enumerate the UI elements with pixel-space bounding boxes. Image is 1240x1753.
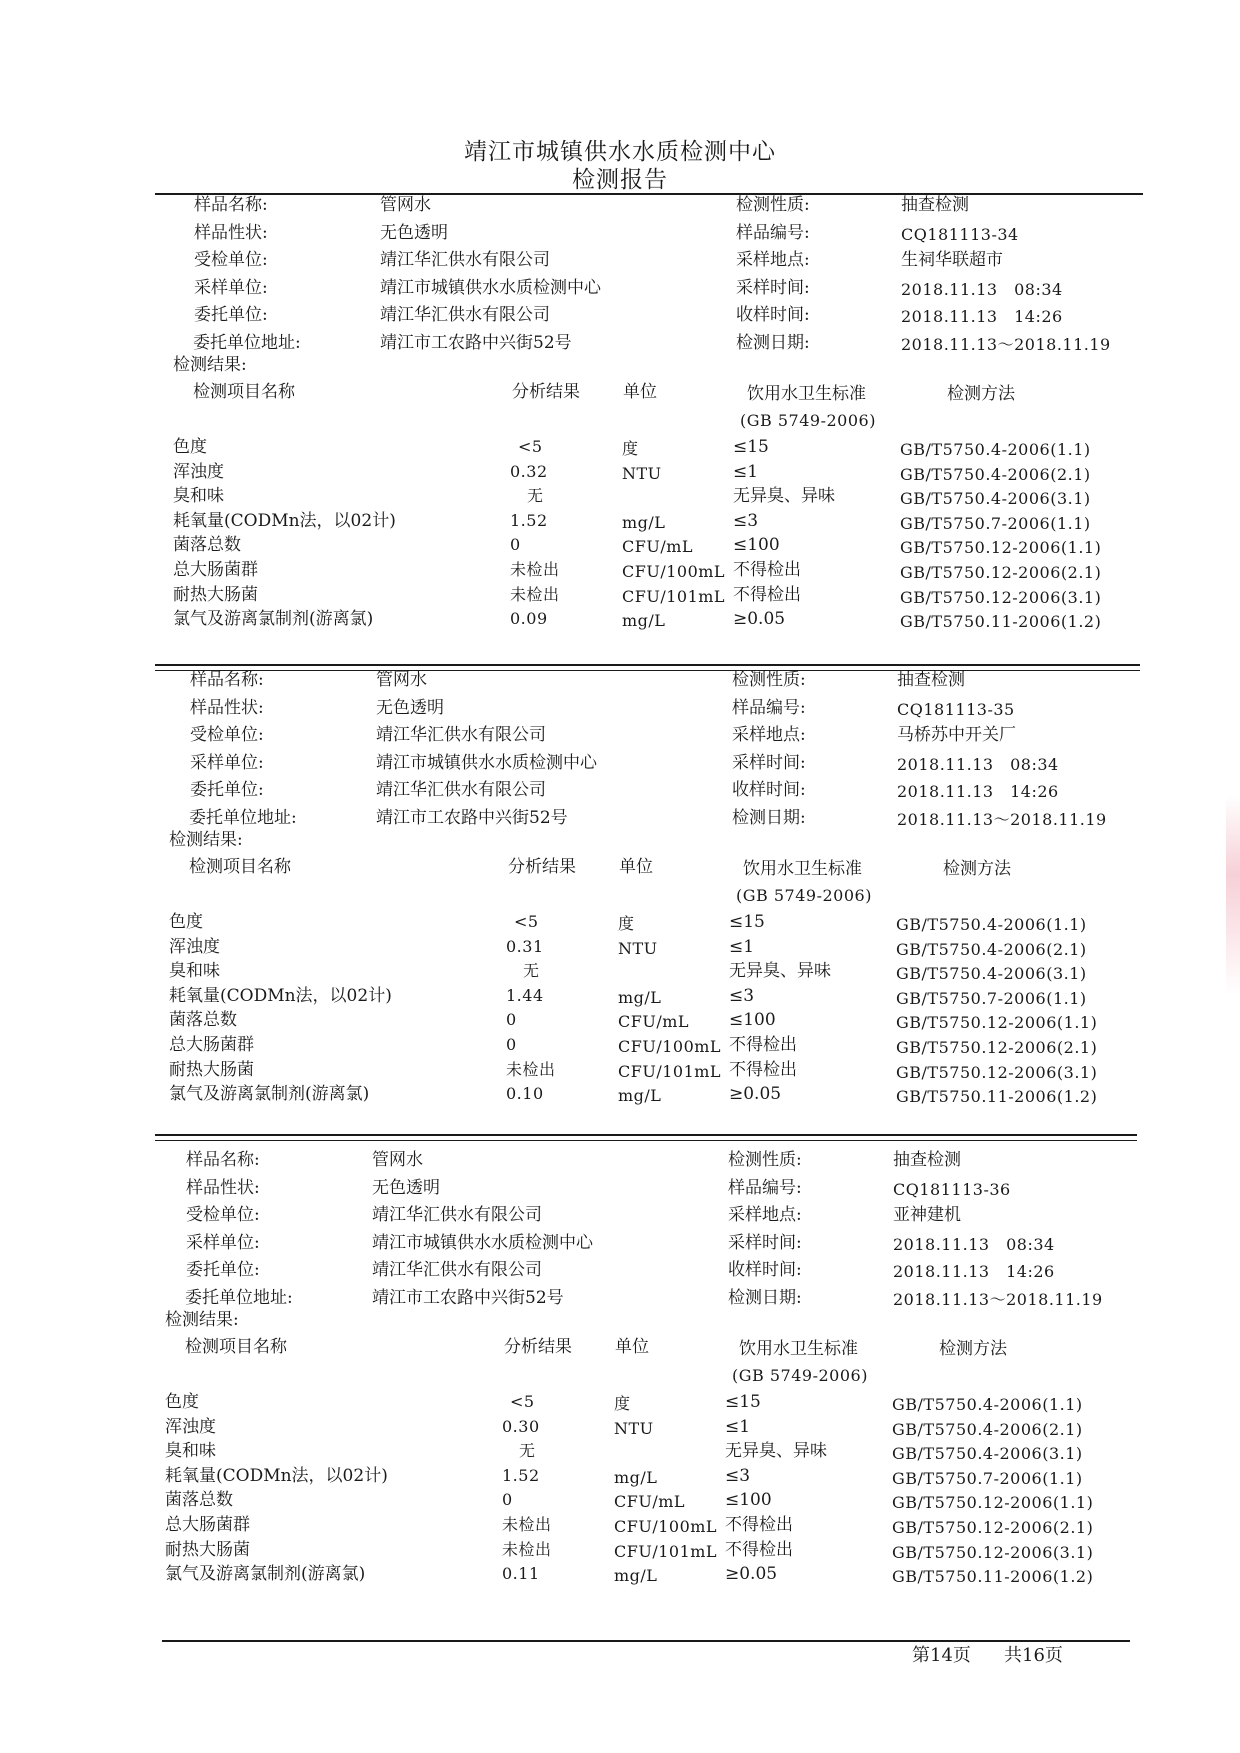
table-cell-standard: ≤100: [729, 1010, 776, 1031]
table-cell-result: 0.32: [510, 461, 548, 481]
col-header-result: 分析结果: [512, 382, 580, 402]
table-cell-item: 耐热大肠菌: [165, 1539, 250, 1560]
table-cell-item: 耗氧量(CODMn法，以02计): [169, 985, 392, 1006]
field-value-sampling-unit: 靖江市城镇供水水质检测中心: [372, 1232, 593, 1253]
table-cell-item: 菌落总数: [173, 535, 241, 556]
field-label-receive-time: 收样时间:: [732, 780, 806, 800]
field-label-test-nature: 检测性质:: [732, 670, 806, 690]
table-cell-method: GB/T5750.4-2006(3.1): [900, 489, 1091, 509]
table-cell-standard: 无异臭、异味: [729, 961, 831, 982]
field-label-sampling-place: 采样地点:: [732, 725, 806, 745]
table-cell-standard: 不得检出: [733, 560, 801, 580]
table-cell-method: GB/T5750.4-2006(1.1): [896, 915, 1087, 934]
col-header-method: 检测方法: [947, 384, 1015, 404]
table-cell-result: 0: [502, 1490, 513, 1510]
table-cell-standard: ≤1: [729, 936, 755, 957]
table-cell-standard: 不得检出: [729, 1035, 797, 1055]
table-cell-standard: ≥0.05: [729, 1084, 782, 1105]
table-cell-method: GB/T5750.11-2006(1.2): [900, 612, 1102, 632]
field-value-test-nature: 抽查检测: [893, 1150, 961, 1170]
table-cell-unit: mg/L: [618, 987, 662, 1007]
table-cell-method: GB/T5750.12-2006(3.1): [896, 1062, 1098, 1082]
field-label-client-unit: 委托单位:: [186, 1260, 260, 1280]
col-header-item: 检测项目名称: [189, 857, 291, 877]
section-divider-2b: [155, 1140, 1137, 1141]
field-label-client-unit: 委托单位:: [194, 305, 268, 325]
field-label-sampling-place: 采样地点:: [728, 1205, 802, 1225]
table-cell-method: GB/T5750.12-2006(2.1): [900, 563, 1102, 582]
field-value-client-unit: 靖江华汇供水有限公司: [380, 305, 550, 325]
table-cell-unit: CFU/101mL: [622, 586, 726, 606]
field-label-client-address: 委托单位地址:: [185, 1287, 293, 1308]
table-cell-method: GB/T5750.4-2006(3.1): [896, 964, 1087, 984]
table-cell-result: 0.30: [502, 1416, 540, 1436]
table-cell-item: 色度: [165, 1392, 199, 1412]
table-cell-item: 耗氧量(CODMn法，以02计): [165, 1465, 388, 1486]
field-value-client-unit: 靖江华汇供水有限公司: [372, 1260, 542, 1280]
col-header-unit: 单位: [619, 857, 653, 877]
table-cell-method: GB/T5750.4-2006(2.1): [900, 464, 1091, 484]
field-label-sampling-time: 采样时间:: [736, 277, 810, 298]
field-label-receive-time: 收样时间:: [728, 1260, 802, 1280]
table-cell-standard: ≤3: [729, 985, 755, 1006]
field-value-sample-no: CQ181113-36: [893, 1179, 1011, 1199]
results-label: 检测结果:: [165, 1310, 239, 1330]
field-label-test-nature: 检测性质:: [736, 195, 810, 215]
table-cell-unit: CFU/100mL: [622, 562, 726, 581]
bottom-rule: [162, 1640, 1130, 1642]
table-cell-standard: 不得检出: [729, 1059, 797, 1080]
field-label-sample-name: 样品名称:: [190, 670, 264, 690]
field-value-inspected-unit: 靖江华汇供水有限公司: [372, 1205, 542, 1225]
field-label-sampling-place: 采样地点:: [736, 250, 810, 270]
field-label-sample-no: 样品编号:: [736, 222, 810, 243]
table-cell-item: 总大肠菌群: [169, 1035, 254, 1055]
table-cell-standard: ≤15: [725, 1392, 761, 1412]
table-cell-unit: 度: [618, 914, 635, 933]
field-value-sampling-time: 2018.11.13 08:34: [901, 279, 1063, 299]
table-cell-method: GB/T5750.7-2006(1.1): [900, 513, 1091, 533]
table-cell-method: GB/T5750.11-2006(1.2): [896, 1087, 1098, 1107]
table-cell-item: 氯气及游离氯制剂(游离氯): [165, 1564, 366, 1585]
field-value-sample-name: 管网水: [380, 195, 431, 215]
table-cell-standard: ≤1: [725, 1416, 751, 1437]
field-value-sample-state: 无色透明: [376, 697, 444, 718]
table-cell-standard: 不得检出: [725, 1515, 793, 1535]
col-header-unit: 单位: [623, 382, 657, 402]
table-cell-standard: ≥0.05: [733, 609, 786, 630]
table-cell-result: 0.31: [506, 936, 544, 956]
field-label-sampling-time: 采样时间:: [732, 752, 806, 773]
results-label: 检测结果:: [169, 830, 243, 850]
field-label-sample-state: 样品性状:: [186, 1177, 260, 1198]
table-cell-unit: CFU/100mL: [618, 1037, 722, 1056]
table-cell-standard: ≤100: [733, 535, 780, 556]
field-value-test-date: 2018.11.13～2018.11.19: [901, 334, 1111, 354]
field-value-client-unit: 靖江华汇供水有限公司: [376, 780, 546, 800]
table-cell-method: GB/T5750.7-2006(1.1): [896, 988, 1087, 1008]
table-cell-standard: 无异臭、异味: [733, 486, 835, 507]
field-value-sample-no: CQ181113-35: [897, 699, 1015, 719]
table-cell-method: GB/T5750.11-2006(1.2): [892, 1567, 1094, 1587]
field-label-sampling-unit: 采样单位:: [190, 752, 264, 773]
table-cell-result: 1.44: [506, 985, 544, 1005]
org-title: 靖江市城镇供水水质检测中心: [464, 139, 776, 165]
table-cell-standard: 无异臭、异味: [725, 1441, 827, 1462]
field-value-inspected-unit: 靖江华汇供水有限公司: [376, 725, 546, 745]
table-cell-result: 0: [510, 535, 521, 555]
table-cell-item: 耐热大肠菌: [169, 1059, 254, 1080]
field-value-sampling-unit: 靖江市城镇供水水质检测中心: [376, 752, 597, 773]
table-cell-item: 氯气及游离氯制剂(游离氯): [169, 1084, 370, 1105]
table-cell-item: 色度: [169, 912, 203, 932]
table-cell-item: 总大肠菌群: [173, 560, 258, 580]
sample-section: [0, 670, 1236, 1107]
table-cell-result: 无: [527, 486, 544, 506]
field-label-sampling-unit: 采样单位:: [194, 277, 268, 298]
field-value-sample-state: 无色透明: [380, 222, 448, 243]
table-cell-result: <5: [514, 912, 539, 931]
table-cell-unit: mg/L: [614, 1566, 658, 1586]
field-value-sample-name: 管网水: [376, 670, 427, 690]
table-cell-unit: CFU/100mL: [614, 1517, 718, 1536]
field-value-sampling-time: 2018.11.13 08:34: [897, 754, 1059, 774]
table-cell-method: GB/T5750.12-2006(3.1): [892, 1542, 1094, 1562]
table-cell-item: 色度: [173, 437, 207, 457]
field-label-inspected-unit: 受检单位:: [190, 725, 264, 745]
table-cell-item: 浑浊度: [165, 1416, 216, 1437]
table-cell-item: 氯气及游离氯制剂(游离氯): [173, 609, 374, 630]
col-header-standard: 饮用水卫生标准: [747, 384, 866, 404]
table-cell-unit: mg/L: [618, 1086, 662, 1106]
table-cell-unit: NTU: [614, 1418, 654, 1438]
table-cell-result: 0: [506, 1035, 517, 1054]
table-cell-item: 浑浊度: [173, 461, 224, 482]
table-cell-result: 无: [523, 961, 540, 981]
table-cell-method: GB/T5750.12-2006(1.1): [896, 1013, 1098, 1033]
field-label-test-nature: 检测性质:: [728, 1150, 802, 1170]
table-cell-standard: ≤3: [733, 510, 759, 531]
field-value-inspected-unit: 靖江华汇供水有限公司: [380, 250, 550, 270]
table-cell-method: GB/T5750.12-2006(2.1): [892, 1518, 1094, 1537]
table-cell-result: 未检出: [506, 1059, 556, 1079]
table-cell-result: 1.52: [510, 510, 548, 530]
field-value-test-date: 2018.11.13～2018.11.19: [897, 809, 1107, 829]
table-cell-unit: mg/L: [622, 611, 666, 631]
col-header-result: 分析结果: [508, 857, 576, 877]
field-label-sample-name: 样品名称:: [186, 1150, 260, 1170]
field-label-client-address: 委托单位地址:: [193, 332, 301, 353]
field-label-sample-state: 样品性状:: [194, 222, 268, 243]
col-header-result: 分析结果: [504, 1337, 572, 1357]
field-value-receive-time: 2018.11.13 14:26: [893, 1262, 1055, 1281]
table-cell-item: 浑浊度: [169, 936, 220, 957]
table-cell-item: 菌落总数: [169, 1010, 237, 1031]
page-total: 共16页: [1004, 1645, 1063, 1666]
table-cell-result: 未检出: [510, 584, 560, 604]
table-cell-result: <5: [510, 1392, 535, 1411]
table-cell-result: 未检出: [502, 1539, 552, 1559]
field-value-test-nature: 抽查检测: [897, 670, 965, 690]
table-cell-method: GB/T5750.4-2006(3.1): [892, 1444, 1083, 1464]
col-header-method: 检测方法: [943, 859, 1011, 879]
table-cell-standard: ≤15: [729, 912, 765, 932]
field-value-test-date: 2018.11.13～2018.11.19: [893, 1289, 1103, 1309]
table-cell-result: 未检出: [502, 1515, 552, 1534]
table-cell-method: GB/T5750.7-2006(1.1): [892, 1468, 1083, 1488]
page-number: 第14页: [912, 1645, 971, 1666]
field-label-client-unit: 委托单位:: [190, 780, 264, 800]
table-cell-result: <5: [518, 437, 543, 456]
table-cell-method: GB/T5750.4-2006(1.1): [900, 440, 1091, 459]
table-cell-item: 耗氧量(CODMn法，以02计): [173, 510, 396, 531]
table-cell-result: 无: [519, 1441, 536, 1461]
field-label-sample-name: 样品名称:: [194, 195, 268, 215]
field-label-test-date: 检测日期:: [732, 807, 806, 828]
field-label-receive-time: 收样时间:: [736, 305, 810, 325]
field-value-sampling-time: 2018.11.13 08:34: [893, 1234, 1055, 1254]
field-value-sample-state: 无色透明: [372, 1177, 440, 1198]
col-header-standard-code: (GB 5749-2006): [732, 1366, 868, 1385]
col-header-item: 检测项目名称: [193, 382, 295, 402]
table-cell-unit: CFU/mL: [622, 537, 694, 557]
field-value-sampling-place: 亚神建机: [893, 1205, 961, 1225]
field-label-inspected-unit: 受检单位:: [194, 250, 268, 270]
field-value-sampling-place: 生祠华联超市: [901, 250, 1003, 270]
field-value-receive-time: 2018.11.13 14:26: [901, 307, 1063, 326]
field-label-sample-no: 样品编号:: [732, 697, 806, 718]
field-value-sample-no: CQ181113-34: [901, 224, 1019, 244]
table-cell-unit: NTU: [622, 463, 662, 483]
sample-section: [0, 1150, 1232, 1587]
section-divider-1: [155, 664, 1140, 666]
field-label-sample-no: 样品编号:: [728, 1177, 802, 1198]
table-cell-method: GB/T5750.12-2006(1.1): [900, 538, 1102, 558]
col-header-method: 检测方法: [939, 1339, 1007, 1359]
table-cell-standard: ≤15: [733, 437, 769, 457]
table-cell-standard: ≤3: [725, 1465, 751, 1486]
field-value-sampling-unit: 靖江市城镇供水水质检测中心: [380, 277, 601, 298]
table-cell-method: GB/T5750.12-2006(2.1): [896, 1038, 1098, 1057]
table-cell-result: 1.52: [502, 1465, 540, 1485]
table-cell-item: 总大肠菌群: [165, 1515, 250, 1535]
table-cell-item: 耐热大肠菌: [173, 584, 258, 605]
table-cell-item: 菌落总数: [165, 1490, 233, 1511]
field-value-receive-time: 2018.11.13 14:26: [897, 782, 1059, 801]
table-cell-standard: 不得检出: [725, 1539, 793, 1560]
table-cell-unit: mg/L: [622, 512, 666, 532]
table-cell-unit: mg/L: [614, 1467, 658, 1487]
col-header-standard-code: (GB 5749-2006): [736, 886, 872, 905]
table-cell-unit: CFU/mL: [618, 1012, 690, 1032]
table-cell-result: 0.09: [510, 609, 548, 629]
field-label-test-date: 检测日期:: [728, 1287, 802, 1308]
col-header-standard: 饮用水卫生标准: [743, 859, 862, 879]
table-cell-method: GB/T5750.12-2006(3.1): [900, 587, 1102, 607]
table-cell-item: 臭和味: [169, 961, 220, 982]
field-value-sampling-place: 马桥苏中开关厂: [897, 725, 1016, 745]
report-title: 检测报告: [572, 167, 668, 193]
paper-stain: [1226, 795, 1240, 995]
field-label-inspected-unit: 受检单位:: [186, 1205, 260, 1225]
col-header-item: 检测项目名称: [185, 1337, 287, 1357]
table-cell-result: 未检出: [510, 560, 560, 579]
table-cell-result: 0.10: [506, 1084, 544, 1104]
table-cell-result: 0: [506, 1010, 517, 1030]
field-value-client-address: 靖江市工农路中兴街52号: [380, 332, 572, 353]
table-cell-method: GB/T5750.4-2006(2.1): [896, 939, 1087, 959]
col-header-standard: 饮用水卫生标准: [739, 1339, 858, 1359]
results-label: 检测结果:: [173, 355, 247, 375]
field-value-sample-name: 管网水: [372, 1150, 423, 1170]
field-label-sample-state: 样品性状:: [190, 697, 264, 718]
section-divider-2: [155, 1134, 1137, 1136]
col-header-standard-code: (GB 5749-2006): [740, 411, 876, 430]
table-cell-standard: ≥0.05: [725, 1564, 778, 1585]
field-value-test-nature: 抽查检测: [901, 195, 969, 215]
table-cell-standard: 不得检出: [733, 584, 801, 605]
field-label-client-address: 委托单位地址:: [189, 807, 297, 828]
field-value-client-address: 靖江市工农路中兴街52号: [376, 807, 568, 828]
table-cell-item: 臭和味: [165, 1441, 216, 1462]
table-cell-standard: ≤1: [733, 461, 759, 482]
sample-section: [0, 195, 1240, 632]
table-cell-unit: 度: [614, 1394, 631, 1413]
col-header-unit: 单位: [615, 1337, 649, 1357]
table-cell-standard: ≤100: [725, 1490, 772, 1511]
field-label-sampling-time: 采样时间:: [728, 1232, 802, 1253]
field-label-sampling-unit: 采样单位:: [186, 1232, 260, 1253]
table-cell-unit: 度: [622, 439, 639, 458]
table-cell-unit: CFU/101mL: [614, 1541, 718, 1561]
table-cell-item: 臭和味: [173, 486, 224, 507]
table-cell-method: GB/T5750.12-2006(1.1): [892, 1493, 1094, 1513]
table-cell-unit: CFU/mL: [614, 1492, 686, 1512]
table-cell-unit: CFU/101mL: [618, 1061, 722, 1081]
table-cell-method: GB/T5750.4-2006(1.1): [892, 1395, 1083, 1414]
field-label-test-date: 检测日期:: [736, 332, 810, 353]
field-value-client-address: 靖江市工农路中兴街52号: [372, 1287, 564, 1308]
table-cell-method: GB/T5750.4-2006(2.1): [892, 1419, 1083, 1439]
table-cell-result: 0.11: [502, 1564, 540, 1584]
table-cell-unit: NTU: [618, 938, 658, 958]
